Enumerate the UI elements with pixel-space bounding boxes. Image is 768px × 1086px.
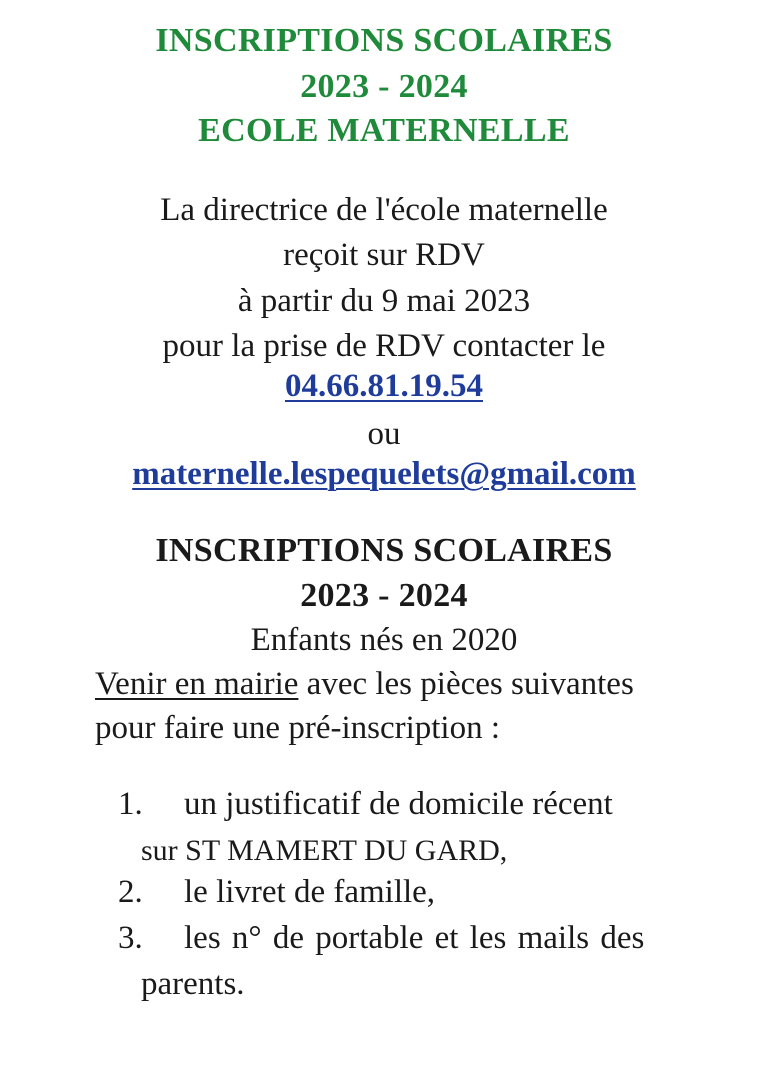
list-item-text: un justificatif de domicile récent xyxy=(184,786,613,822)
instruction-underlined: Venir en mairie xyxy=(95,666,299,702)
notice1-title-line3: ECOLE MATERNELLE xyxy=(198,112,570,149)
notice2-instruction-line1 xyxy=(95,666,634,703)
list-item-number: 1. xyxy=(118,786,143,822)
notice2-subtitle: Enfants nés en 2020 xyxy=(250,622,518,658)
notice2-instruction-line2: pour faire une pré-inscription : xyxy=(95,710,501,746)
list-item-text: le livret de famille, xyxy=(184,874,436,910)
list-item-number: 2. xyxy=(118,874,143,910)
phone-link[interactable]: 04.66.81.19.54 xyxy=(285,368,483,404)
email-link[interactable]: maternelle.lespequelets@gmail.com xyxy=(132,456,636,492)
list-item-text: les n° de portable et les mails des xyxy=(184,920,645,956)
notice1-body-line4: pour la prise de RDV contacter le xyxy=(162,328,606,364)
list-item xyxy=(118,874,435,911)
list-item-continuation: parents. xyxy=(141,966,245,1002)
list-item-number: 3. xyxy=(118,920,143,956)
list-item xyxy=(118,786,613,823)
notice2-title-line1: INSCRIPTIONS SCOLAIRES xyxy=(155,532,613,569)
notice2-title-line2: 2023 - 2024 xyxy=(300,577,468,614)
phone-row xyxy=(0,368,768,405)
notice1-body-line3: à partir du 9 mai 2023 xyxy=(237,283,531,319)
list-item xyxy=(118,920,644,957)
notice1-body-line2: reçoit sur RDV xyxy=(283,237,485,273)
list-item-continuation: sur ST MAMERT DU GARD, xyxy=(141,834,508,867)
instruction-rest: avec les pièces suivantes xyxy=(298,666,634,702)
notice1-or: ou xyxy=(367,416,401,452)
notice1-title-line2: 2023 - 2024 xyxy=(300,68,468,105)
notice1-title-line1: INSCRIPTIONS SCOLAIRES xyxy=(155,22,613,59)
notice1-body-line1: La directrice de l'école maternelle xyxy=(160,192,608,228)
email-row xyxy=(0,456,768,493)
